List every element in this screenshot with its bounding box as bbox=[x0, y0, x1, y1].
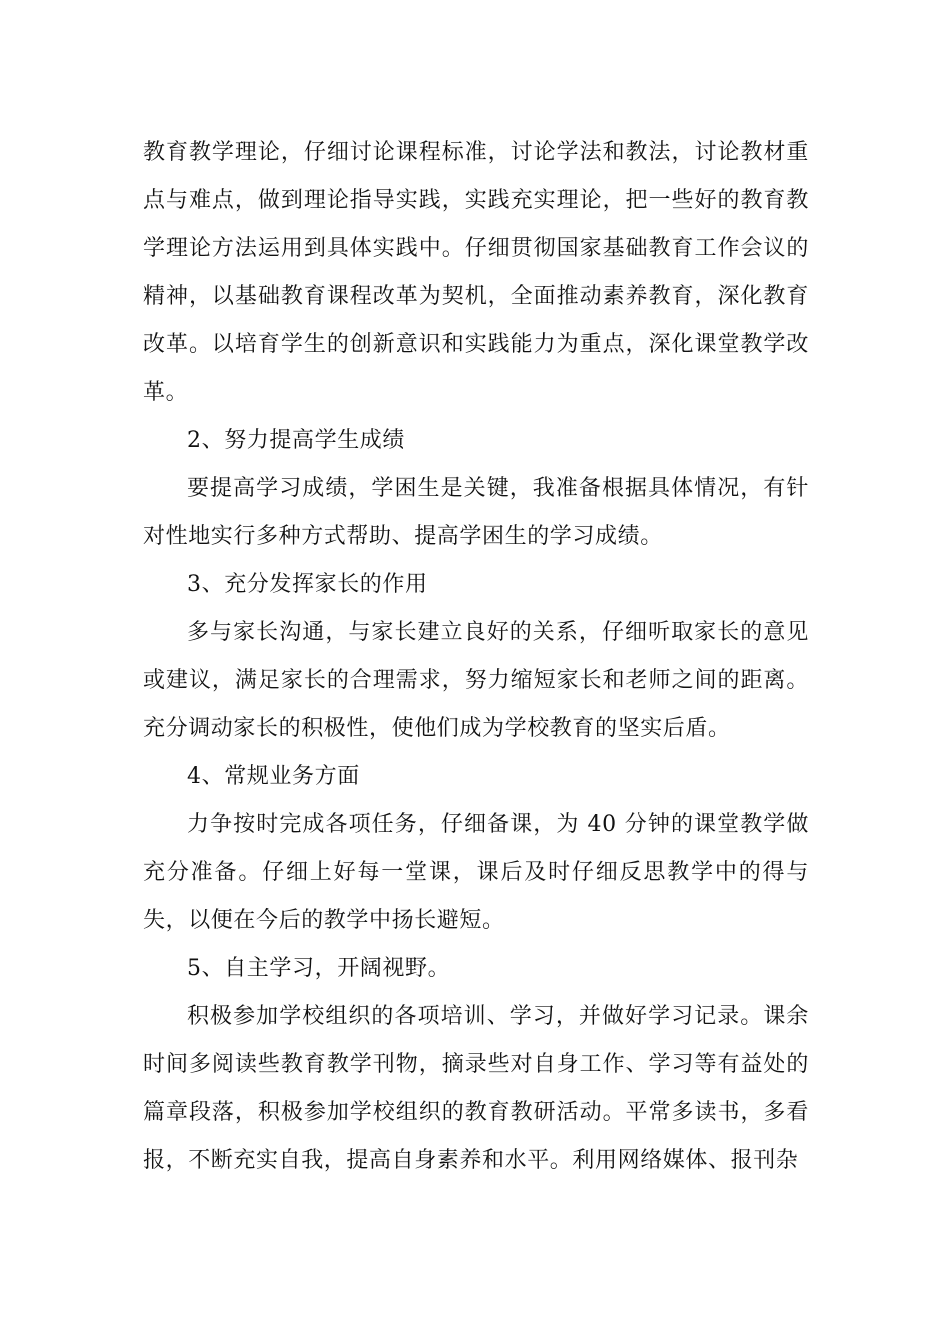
body-paragraph: 多与家长沟通，与家长建立良好的关系，仔细听取家长的意见或建议，满足家长的合理需求，努力缩短家长和老师之间的距离。充分调动家长的积极性，使他们成为学校教育的坚实后盾。 bbox=[143, 620, 809, 741]
section-heading: 4、常规业务方面 bbox=[187, 764, 360, 789]
body-paragraph: 力争按时完成各项任务，仔细备课，为 40 分钟的课堂教学做充分准备。仔细上好每一堂课，课后及时仔细反思教学中的得与失，以便在今后的教学中扬长避短。 bbox=[143, 812, 809, 933]
section-heading: 5、自主学习，开阔视野。 bbox=[187, 956, 451, 981]
section-heading: 3、充分发挥家长的作用 bbox=[187, 572, 428, 597]
body-paragraph: 积极参加学校组织的各项培训、学习，并做好学习记录。课余时间多阅读些教育教学刊物，摘录些对自身工作、学习等有益处的篇章段落，积极参加学校组织的教育教研活动。平常多读书，多看报，不断充实自我，提高自身素养和水平。利用网络媒体、报刊杂 bbox=[143, 1004, 809, 1173]
body-paragraph: 要提高学习成绩，学困生是关键，我准备根据具体情况，有针对性地实行多种方式帮助、提高学困生的学习成绩。 bbox=[143, 476, 809, 549]
body-paragraph: 教育教学理论，仔细讨论课程标准，讨论学法和教法，讨论教材重点与难点，做到理论指导实践，实践充实理论，把一些好的教育教学理论方法运用到具体实践中。仔细贯彻国家基础教育工作会议的精神，以基础教育课程改革为契机，全面推动素养教育，深化教育改革。以培育学生的创新意识和实践能力为重点，深化课堂教学改革。 bbox=[143, 140, 809, 405]
document-body bbox=[143, 129, 809, 1185]
section-heading: 2、努力提高学生成绩 bbox=[187, 428, 405, 453]
